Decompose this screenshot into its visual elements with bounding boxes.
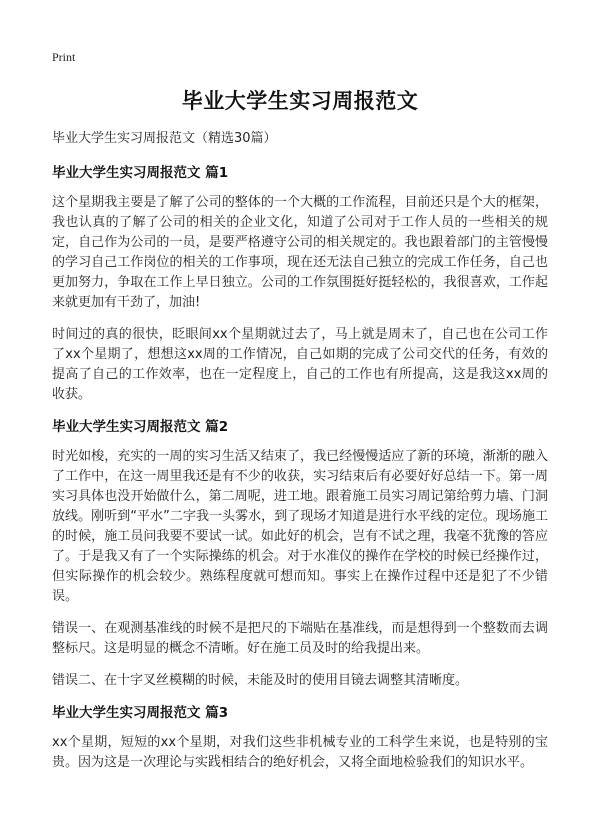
paragraph: 这个星期我主要是了解了公司的整体的一个大概的工作流程，目前还只是个大的框架，我也认真的了解了公司的相关的企业文化，知道了公司对于工作人员的一些相关的规定，自己作为公司的一员，是要严格遵守公司的相关规定的。我也跟着部门的主管慢慢的学习自己工作岗位的相关的工作事项，现在还无法自己独立的完成工作任务，自己也更加努力，争取在工作上早日独立。公司的工作氛围挺好挺轻松的，我很喜欢，工作起来就更加有干劲了，加油! [52, 195, 548, 310]
paragraph: 时光如梭，充实的一周的实习生活又结束了，我已经慢慢适应了新的环境，渐渐的融入了工作中，在这一周里我还是有不少的收获，实习结束后有必要好好总结一下。第一周实习具体也没开始做什么，第二周呢，进工地。跟着施工员实习周记第给剪力墙、门洞放线。刚听到“平水”二字我一头雾水，到了现场才知道是进行水平线的定位。现场施工的时候，施工员问我要不要试一试。如此好的机会，岂有不试之理，我毫不犹豫的答应了。于是我又有了一个实际操练的机会。对于水准仪的操作在学校的时候已经操作过，但实际操作的机会较少。熟练程度就可想而知。事实上在操作过程中还是犯了不少错误。 [52, 449, 548, 604]
section-heading-1: 毕业大学生实习周报范文 篇1 [52, 165, 229, 181]
paragraph: 错误二、在十字叉丝模糊的时候，未能及时的使用目镜去调整其清晰度。 [52, 673, 469, 688]
print-link[interactable]: Print [52, 50, 76, 64]
paragraph: 时间过的真的很快，眨眼间xx个星期就过去了，马上就是周末了，自己也在公司工作了xx个星期了，想想这xx周的工作情况，自己如期的完成了公司交代的任务，有效的提高了自己的工作效率，也在一定程度上，自己的工作也有所提高，这是我这xx周的收获。 [52, 327, 548, 402]
paragraph: 错误一、在观测基准线的时候不是把尺的下端贴在基准线，而是想得到一个整数而去调整标尺。这是明显的概念不清晰。好在施工员及时的给我提出来。 [52, 621, 548, 656]
paragraph: xx个星期，短短的xx个星期，对我们这些非机械专业的工科学生来说，也是特别的宝贵。因为这是一次理论与实践相结合的绝好机会，又将全面地检验我们的知识水平。 [52, 735, 548, 770]
document-title: 毕业大学生实习周报范文 [181, 89, 419, 113]
document-subtitle: 毕业大学生实习周报范文（精选30篇） [52, 131, 277, 146]
section-heading-2: 毕业大学生实习周报范文 篇2 [52, 419, 229, 435]
section-heading-3: 毕业大学生实习周报范文 篇3 [52, 705, 229, 721]
